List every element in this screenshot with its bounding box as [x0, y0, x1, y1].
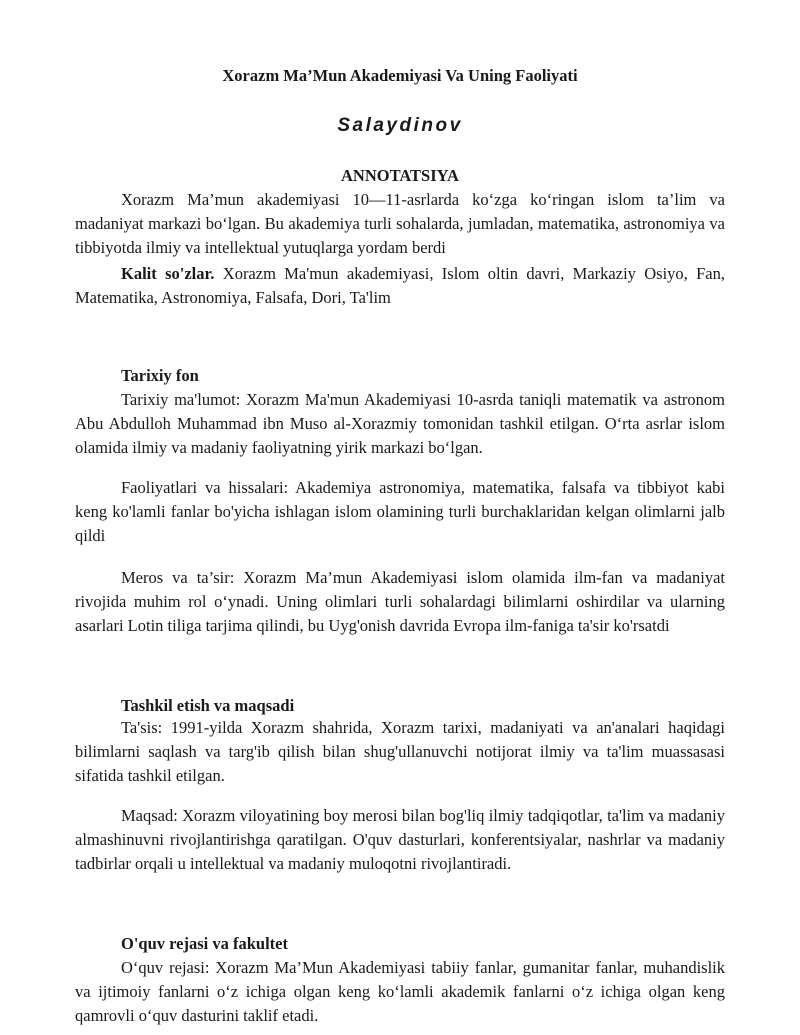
section-paragraph-block	[75, 716, 725, 788]
document-title: Xorazm Ma’Mun Akademiyasi Va Uning Faoliyati	[222, 66, 578, 85]
section-heading: Tarixiy fon	[121, 366, 199, 385]
section-paragraph: Faoliyatlari va hissalari: Akademiya astronomiya, matematika, falsafa va tibbiyot kabi keng ko'lamli fanlar bo'yicha ishlagan islom olamining turli burchaklaridan kelgan olimlarni jalb qildi	[75, 478, 725, 545]
abstract-heading: ANNOTATSIYA	[341, 166, 459, 185]
abstract-block	[75, 188, 725, 260]
section-heading: O'quv rejasi va fakultet	[121, 934, 288, 953]
section-paragraph: Tarixiy ma'lumot: Xorazm Ma'mun Akademiyasi 10-asrda taniqli matematik va astronom Abu Abdulloh Muhammad ibn Muso al-Xorazmiy tomonidan tashkil etilgan. O‘rta asrlar islom olamida ilmiy va madaniy faoliyatning yirik markazi bo‘lgan.	[75, 390, 725, 457]
keywords-paragraph	[75, 262, 725, 310]
section-paragraph: Meros va ta’sir: Xorazm Ma’mun Akademiyasi islom olamida ilm-fan va madaniyat rivojida muhim rol o‘ynadi. Uning olimlari turli sohalardagi bilimlarni oshirdilar va ularning asarlari Lotin tiliga tarjima qilindi, bu Uyg'onish davrida Evropa ilm-faniga ta'sir ko'rsatdi	[75, 568, 725, 635]
keywords-label: Kalit so'zlar.	[121, 264, 215, 283]
author-name: Salaydinov	[337, 115, 463, 136]
section-paragraph-block	[75, 956, 725, 1028]
keywords-block	[75, 262, 725, 310]
section-paragraph-block	[75, 566, 725, 638]
section-paragraph-block	[75, 476, 725, 548]
keywords-text: Xorazm Ma'mun akademiyasi, Islom oltin davri, Markaziy Osiyo, Fan, Matematika, Astronomiya, Falsafa, Dori, Ta'lim	[75, 264, 725, 307]
section-heading: Tashkil etish va maqsadi	[121, 696, 295, 715]
section-paragraph: O‘quv rejasi: Xorazm Ma’Mun Akademiyasi tabiiy fanlar, gumanitar fanlar, muhandislik va ijtimoiy fanlarni o‘z ichiga olgan keng ko‘lamli akademik fanlarni o‘z ichiga olgan keng qamrovli o‘quv dasturini taklif etadi.	[75, 958, 725, 1025]
abstract-paragraph: Xorazm Ma’mun akademiyasi 10—11-asrlarda ko‘zga ko‘ringan islom ta’lim va madaniyat markazi bo‘lgan. Bu akademiya turli sohalarda, jumladan, matematika, astronomiya va tibbiyotda ilmiy va intellektual yutuqlarga yordam berdi	[75, 190, 725, 257]
section-paragraph: Maqsad: Xorazm viloyatining boy merosi bilan bog'liq ilmiy tadqiqotlar, ta'lim va madaniy almashinuvni rivojlantirishga qaratilgan. O'quv dasturlari, konferentsiyalar, nashrlar va madaniy tadbirlar orqali u intellektual va madaniy muloqotni rivojlantiradi.	[75, 806, 725, 873]
section-paragraph-block	[75, 388, 725, 460]
section-paragraph-block	[75, 804, 725, 876]
section-paragraph: Ta'sis: 1991-yilda Xorazm shahrida, Xorazm tarixi, madaniyati va an'analari haqidagi bilimlarni saqlash va targ'ib qilish bilan shug'ullanuvchi notijorat ilmiy va ta'lim muassasasi sifatida tashkil etilgan.	[75, 718, 725, 785]
